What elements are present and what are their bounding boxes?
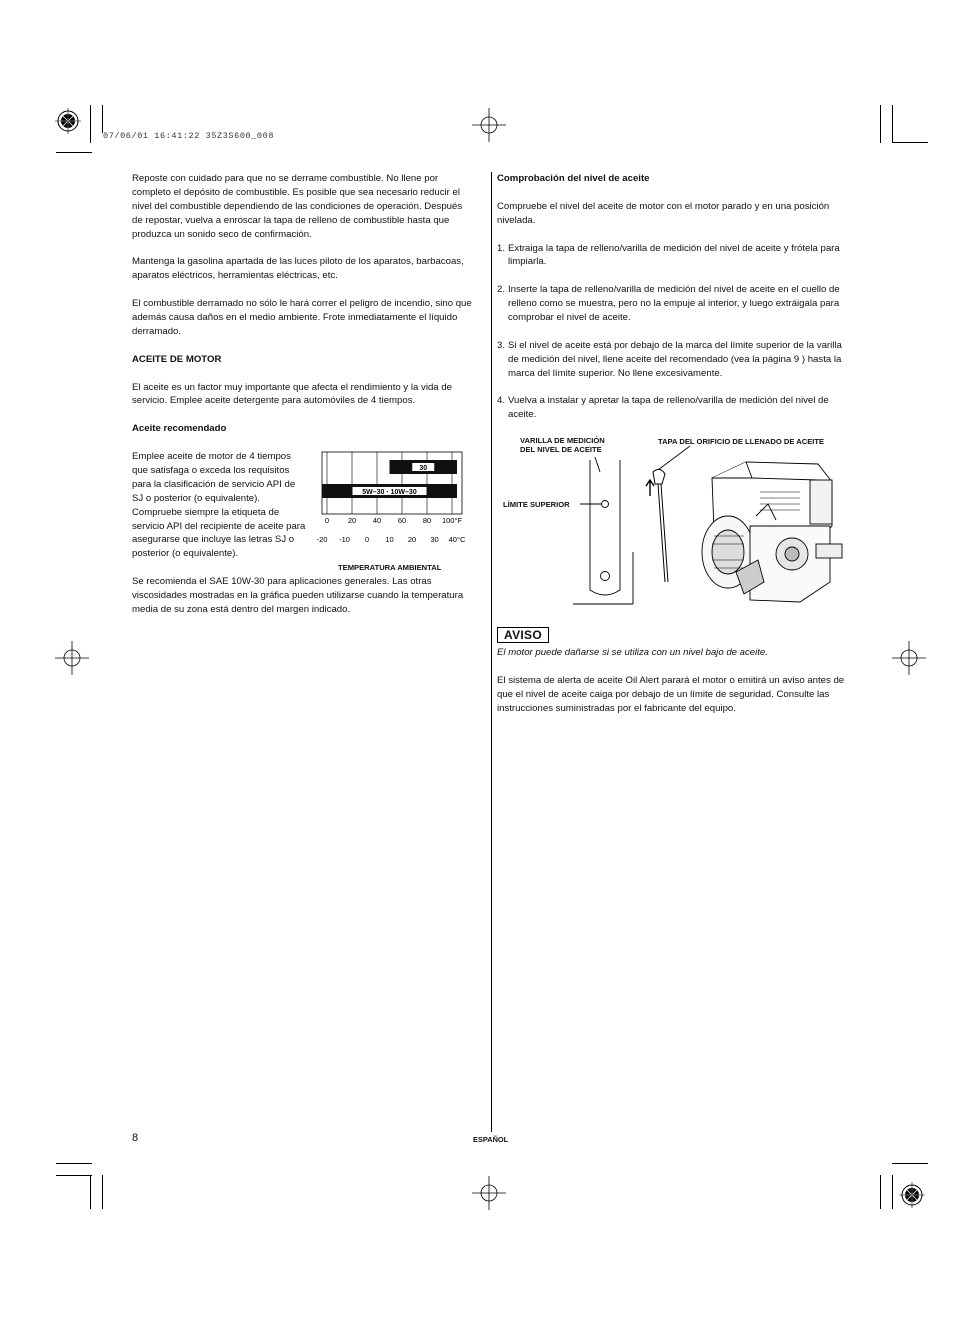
label-fill-cap: TAPA DEL ORIFICIO DE LLENADO DE ACEITE [658,437,825,446]
paragraph-sae: Se recomienda el SAE 10W-30 para aplicaciones generales. Las otras viscosidades mostradas en la gráfica pueden utilizarse cuando la temperatura media de su zona está dentro del margen indicado. [132,576,464,615]
crop-mark [892,142,928,143]
column-divider [491,172,492,1132]
crop-mark [892,1175,893,1209]
chart-tick-label-f: 80 [422,516,432,525]
step-text: Extraiga la tapa de relleno/varilla de medición del nivel de aceite y frótela para limpiarla. [508,242,840,268]
chart-bar-label: 30 [419,465,428,472]
chart-tick-label-c: 0 [364,535,370,544]
crop-mark [892,105,893,143]
heading-check-oil-level: Comprobación del nivel de aceite [497,173,650,184]
paragraph-check-intro: Compruebe el nivel del aceite de motor con el motor parado y en una posición nivelada. [497,200,830,226]
crop-mark [102,105,103,133]
chart-tick-label-f: 0 [324,516,330,525]
paragraph-gasoline-away: Mantenga la gasolina apartada de las luces piloto de los aparatos, barbacoas, aparatos eléctricos, herramientas eléctricas, etc. [132,256,464,282]
registration-target-icon [897,1180,927,1210]
notice-italic-text: El motor puede dañarse si se utiliza con un nivel bajo de aceite. [497,647,768,658]
chart-tick-label-f: 60 [397,516,407,525]
chart-xlabel: TEMPERATURA AMBIENTAL [338,563,442,572]
dipstick-detail [573,457,633,604]
crosshair-icon [892,641,926,675]
crop-mark [56,152,92,153]
right-column [497,172,853,436]
chart-tick-label-f: 40 [372,516,382,525]
crop-mark [90,105,91,143]
step-number: 3. [497,339,506,351]
chart-tick-label-c: -20 [316,535,328,544]
notice-label: AVISO [497,627,549,643]
crosshair-icon [472,1176,506,1210]
viscosity-chart [308,446,470,576]
crop-mark [90,1175,91,1209]
list-item [497,339,853,381]
steps-list [497,242,853,423]
engine-illustration [500,432,852,608]
chart-tick-label-c: 10 [385,535,394,544]
paragraph-oil-alert: El sistema de alerta de aceite Oil Alert parará el motor o emitirá un aviso antes de que el nivel de aceite caiga por debajo de un límite de seguridad. Consulte las instrucciones suministradas por el fabricante del equipo. [497,674,845,714]
footer-language: ESPAÑOL [473,1135,509,1144]
crop-mark [56,1163,92,1164]
chart-bar-label: 5W–30 · 10W–30 [362,489,417,496]
heading-motor-oil: ACEITE DE MOTOR [132,353,222,365]
page-number: 8 [132,1132,139,1144]
print-header-code: 07/06/01 16:41:22 35Z3S600_008 [103,131,275,141]
step-number: 1. [497,242,506,254]
chart-tick-label-c: 40°C [448,535,466,544]
registration-target-icon [53,106,83,136]
chart-tick-label-f: 20 [347,516,357,525]
notice-badge [497,626,549,644]
heading-recommended-oil: Aceite recomendado [132,423,227,435]
list-item [497,283,853,325]
paragraph-motor-oil: El aceite es un factor muy importante que afecta el rendimiento y la vida de servicio. Emplee aceite detergente para automóviles de 4 tiempos. [132,381,452,407]
label-dipstick-1: VARILLA DE MEDICIÓN [520,436,605,445]
step-number: 2. [497,284,506,296]
list-item [497,242,853,270]
paragraph-refuel: Reposte con cuidado para que no se derrame combustible. No llene por completo el depósito de combustible. Es posible que sea necesario reducir el nivel del combustible dependiendo de las condiciones de operación. Después de repostar, vuelva a enroscar la tapa de relleno de combustible hasta que produzca un sonido seco de confirmación. [132,173,463,240]
list-item [497,394,853,422]
notice-section [497,646,853,729]
oil-check-diagram [500,432,852,608]
label-dipstick-2: DEL NIVEL DE ACEITE [520,445,602,454]
chart-tick-label-c: 30 [430,535,439,544]
crosshair-icon [472,108,506,142]
chart-tick-label-c: 20 [407,535,417,544]
crop-mark [880,1175,881,1209]
step-text: Inserte la tapa de relleno/varilla de medición del nivel de aceite en el cuello de relleno como se muestra, pero no la empuje al interior, y luego extráigala para comprobar el nivel de aceite. [508,284,840,324]
viscosity-chart-svg [308,446,470,576]
label-upper-limit: LÍMITE SUPERIOR [503,500,570,509]
crop-mark [56,1175,92,1176]
paragraph-recommended-oil: Emplee aceite de motor de 4 tiempos que satisfaga o exceda los requisitos para la clasificación de servicio API de SJ o posterior (o equivalente). Compruebe siempre la etiqueta de servicio API del recipiente de aceite para asegurarse que incluye las letras SJ o posterior (o equivalente). [132,451,306,560]
step-text: Vuelva a instalar y apretar la tapa de relleno/varilla de medición del nivel de aceite. [508,395,829,421]
pulled-dipstick [646,469,668,582]
engine-body [702,462,842,602]
crop-mark [880,105,881,143]
chart-tick-label-f: 100°F [441,516,463,525]
chart-tick-label-c: -10 [339,535,350,544]
step-number: 4. [497,395,506,407]
step-text: Si el nivel de aceite está por debajo de la marca del límite superior de la varilla de medición del nivel, llene aceite del recomendado (vea la página 9 ) hasta la marca del límite superior. No llene excesivamente. [508,339,842,379]
paragraph-spill: El combustible derramado no sólo le hará correr el peligro de incendio, sino que además causa daños en el medio ambiente. Frote inmediatamente el líquido derramado. [132,298,472,337]
crop-mark [102,1175,103,1209]
crop-mark [892,1163,928,1164]
crosshair-icon [55,641,89,675]
